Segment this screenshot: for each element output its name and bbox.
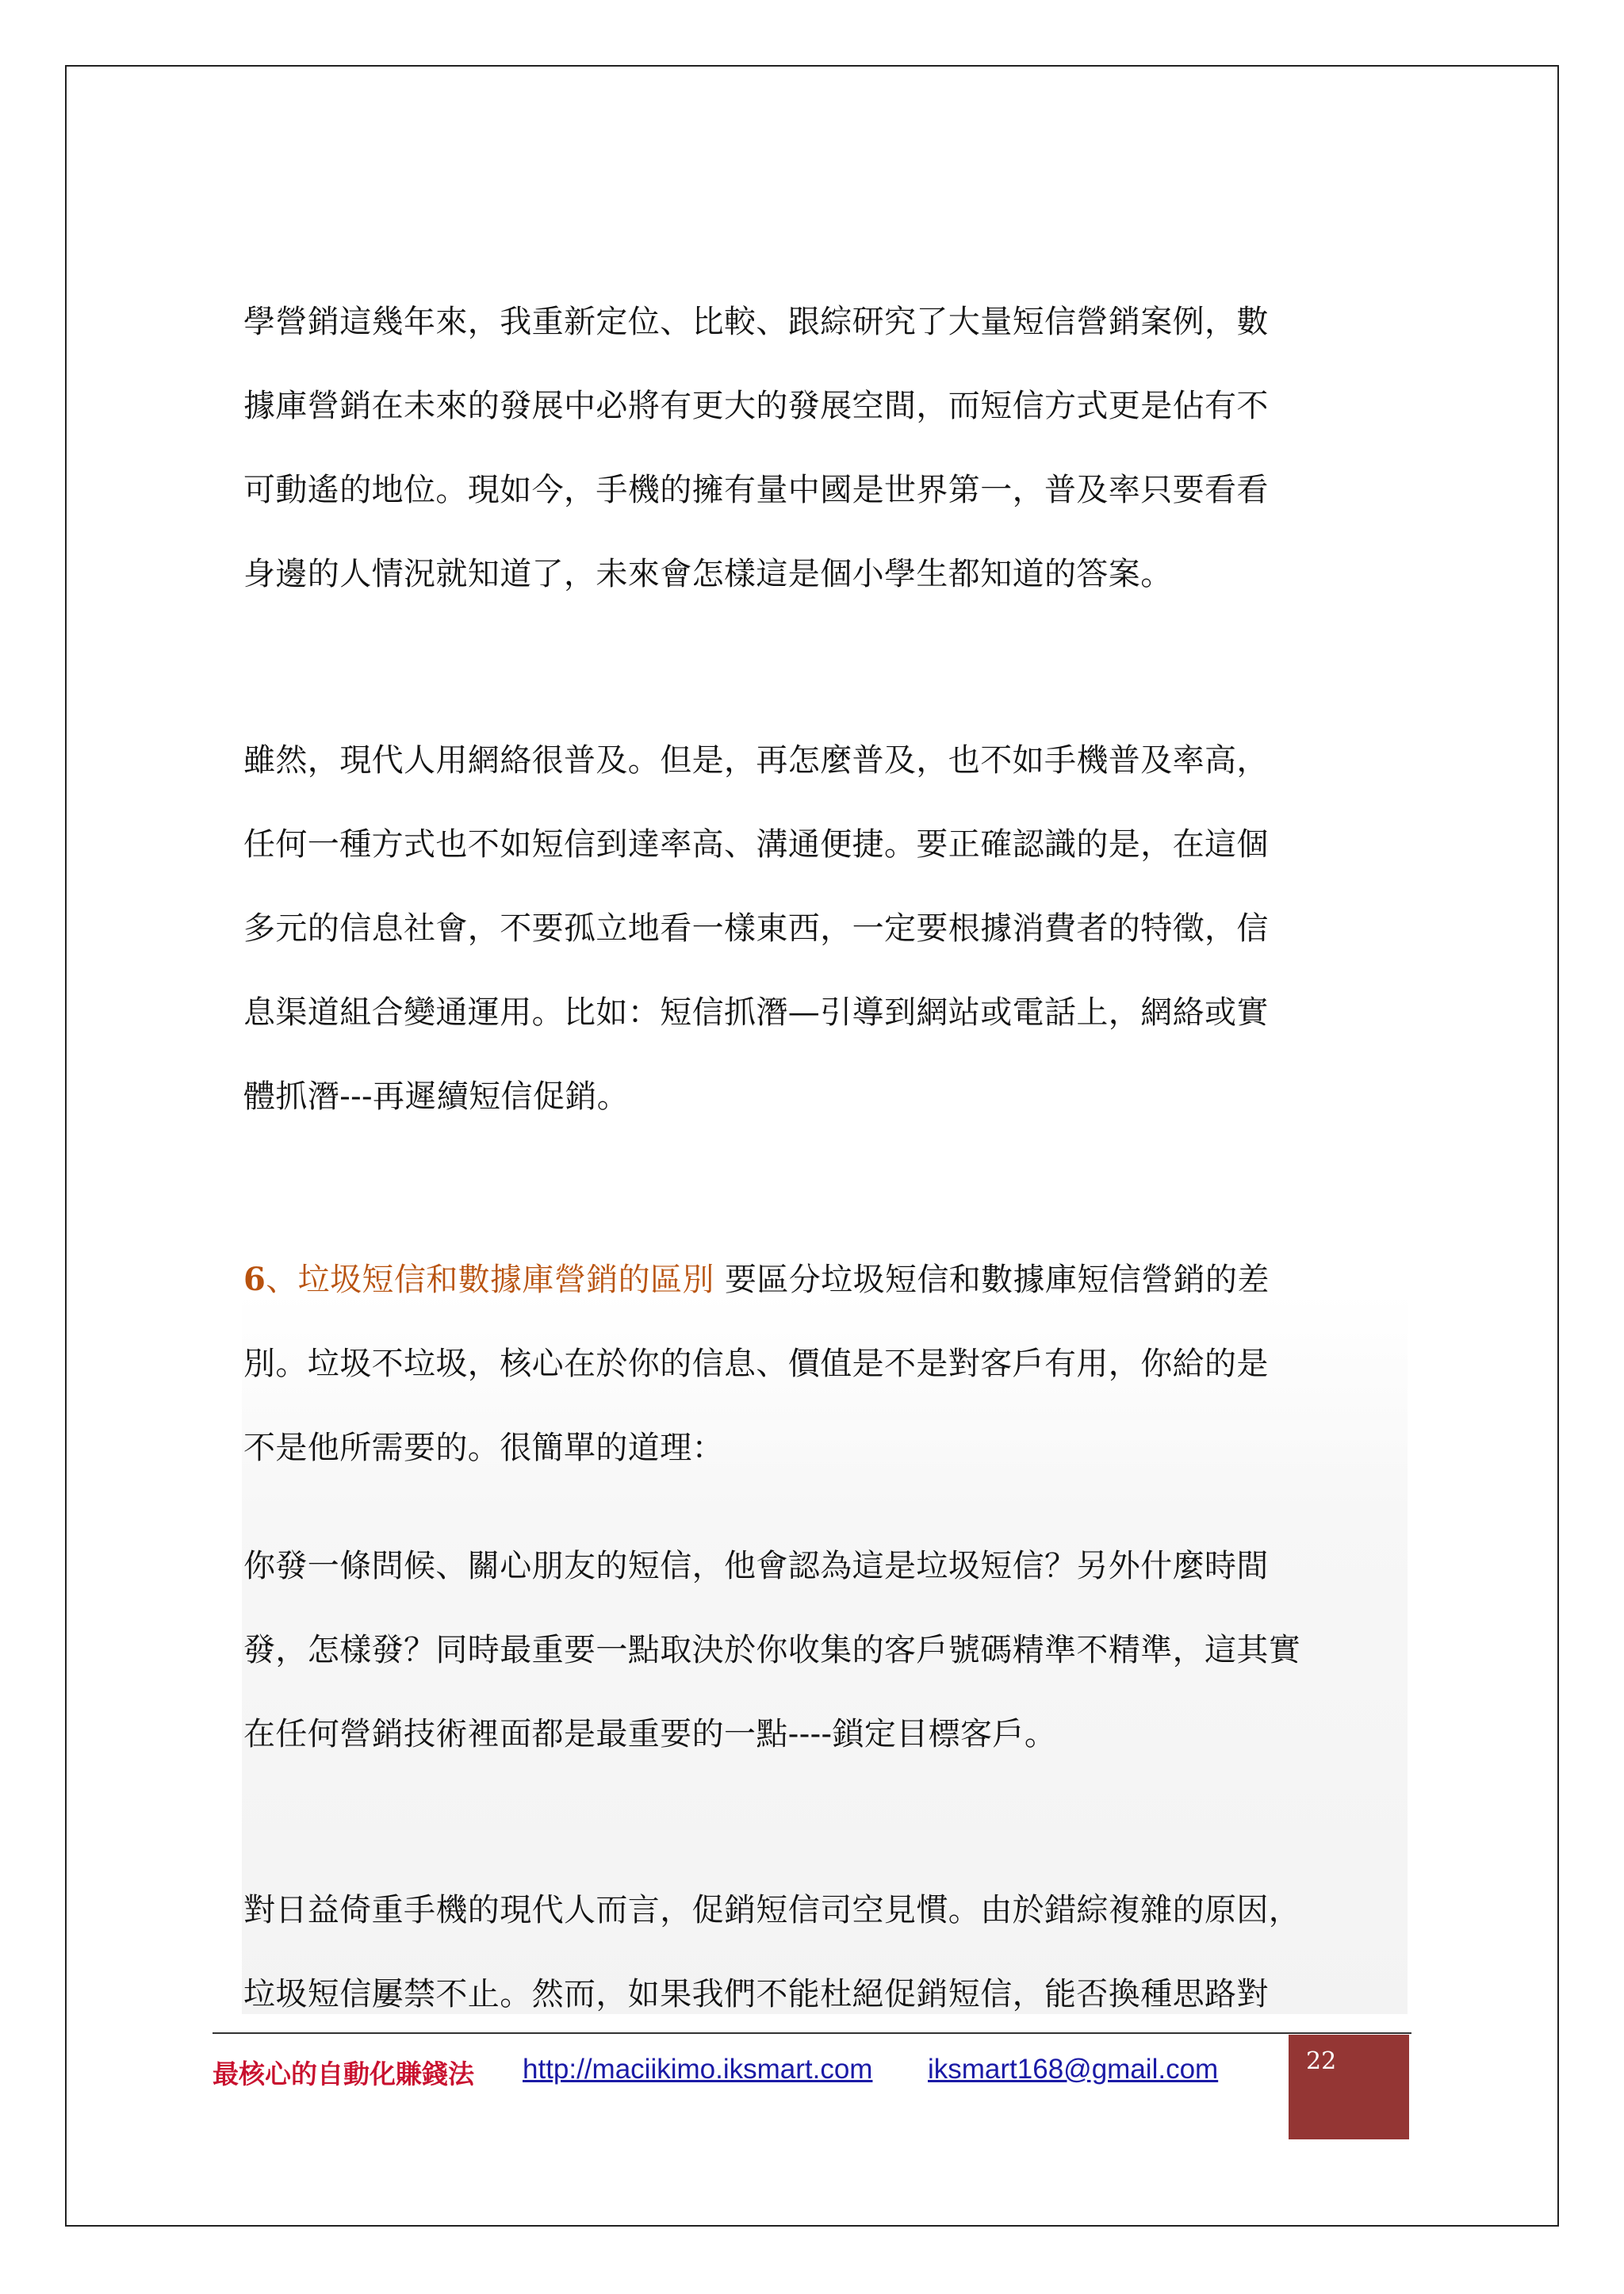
section-number: 6 [243,1261,266,1298]
paragraph-line: 多元的信息社會，不要孤立地看一樣東西，一定要根據消費者的特徵，信 [243,910,1269,947]
paragraph-line: 發，怎樣發？同時最重要一點取決於你收集的客戶號碼精準不精準，這其實 [243,1632,1301,1668]
footer-email-link[interactable]: iksmart168@gmail.com [928,2054,1219,2085]
footer-website-link[interactable]: http://maciikimo.iksmart.com [523,2054,873,2085]
paragraph-2 [243,718,1417,1139]
paragraph-line: 別。垃圾不垃圾，核心在於你的信息、價值是不是對客戶有用，你給的是 [243,1346,1269,1382]
paragraph-line: 據庫營銷在未來的發展中必將有更大的發展空間，而短信方式更是佔有不 [243,388,1269,424]
paragraph-line: 體抓潛---再遲續短信促銷。 [243,1078,630,1115]
paragraph-line: 雖然，現代人用網絡很普及。但是，再怎麼普及，也不如手機普及率高， [243,742,1269,779]
paragraph-line: 學營銷這幾年來，我重新定位、比較、跟綜研究了大量短信營銷案例，數 [243,304,1269,340]
paragraph-line: 你發一條問候、關心朋友的短信，他會認為這是垃圾短信？另外什麼時間 [243,1548,1269,1584]
paragraph-5 [243,1868,1417,2036]
paragraph-line: 在任何營銷技術裡面都是最重要的一點----鎖定目標客戶。 [243,1716,1057,1752]
paragraph-line: 對日益倚重手機的現代人而言，促銷短信司空見慣。由於錯綜複雜的原因， [243,1892,1301,1928]
paragraph-line: 息渠道組合變通運用。比如：短信抓潛—引導到網站或電話上，網絡或實 [243,994,1269,1031]
section-title: 、垃圾短信和數據庫營銷的區別 [266,1262,714,1298]
section-6 [243,1238,1417,1490]
paragraph-line: 可動遙的地位。現如今，手機的擁有量中國是世界第一，普及率只要看看 [243,472,1269,508]
paragraph-4 [243,1524,1417,1776]
section-heading-line [243,1238,1417,1322]
paragraph-line: 不是他所需要的。很簡單的道理： [243,1430,724,1466]
paragraph-line: 任何一種方式也不如短信到達率高、溝通便捷。要正確認識的是，在這個 [243,826,1269,863]
paragraph-1 [243,280,1417,616]
section-first-line-text: 要區分垃圾短信和數據庫短信營銷的差 [714,1262,1270,1298]
paragraph-line: 垃圾短信屢禁不止。然而，如果我們不能杜絕促銷短信，能否換種思路對 [243,1976,1269,2013]
page-number-box [1289,2035,1409,2139]
paragraph-line: 身邊的人情況就知道了，未來會怎樣這是個小學生都知道的答案。 [243,556,1173,592]
footer-divider [213,2032,1411,2034]
page-number: 22 [1306,2047,1337,2075]
footer-title: 最核心的自動化賺錢法 [213,2058,474,2089]
